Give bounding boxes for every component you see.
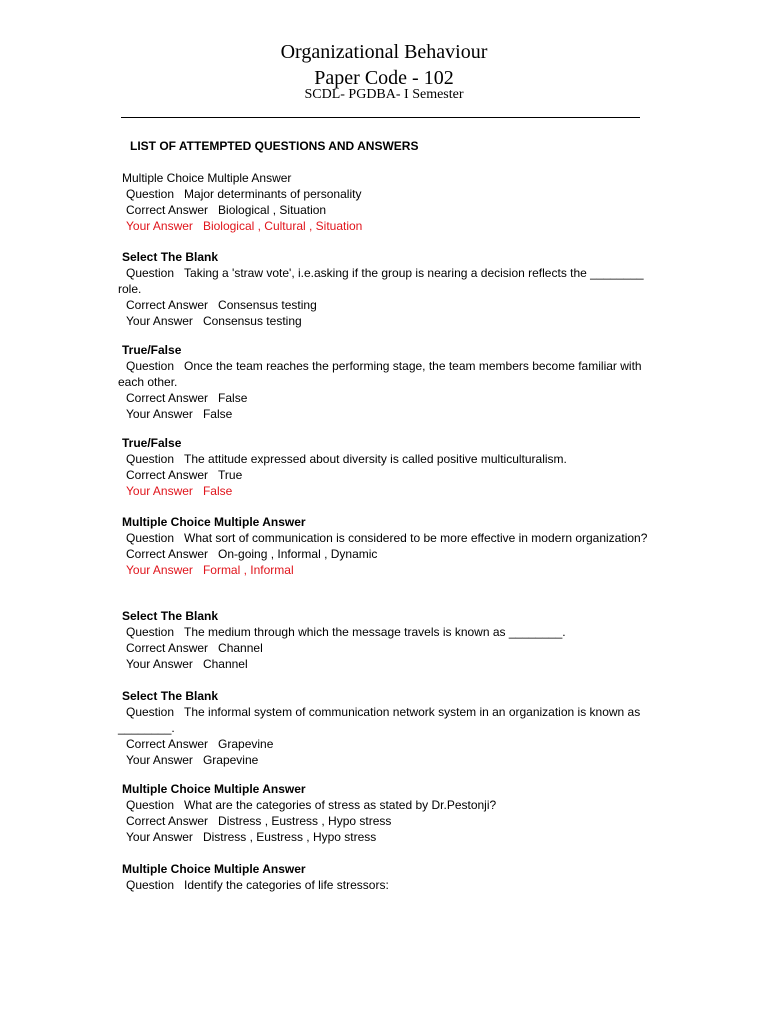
question-text: Question Taking a 'straw vote', i.e.asking if the group is nearing a decision reflects the ________ role. [118,266,644,296]
question-label: Question [126,798,175,812]
question-label: Question [126,531,175,545]
your-answer-label: Your Answer [126,563,193,577]
question-type: Multiple Choice Multiple Answer [122,782,306,796]
question-type: Select The Blank [122,609,219,623]
paper-code: Paper Code - 102 [314,67,454,89]
correct-answer: Correct Answer Grapevine [126,736,274,751]
question-block [118,171,653,235]
your-answer-incorrect: Your Answer False [126,484,233,498]
question-block [118,343,653,422]
question-type: Select The Blank [122,689,219,703]
document-title: Organizational Behaviour [280,41,488,63]
question-text: Question Identify the categories of life stressors: [126,878,389,892]
question-block [118,609,653,673]
correct-answer-label: Correct Answer [126,297,209,312]
your-answer-incorrect: Your Answer Formal , Informal [126,563,294,577]
correct-answer: Correct Answer Channel [126,641,263,655]
correct-answer: Correct Answer Consensus testing [126,297,317,312]
your-answer-label: Your Answer [126,830,193,844]
your-answer-label: Your Answer [126,219,193,233]
question-type: Multiple Choice Multiple Answer [122,515,306,529]
question-text: Question The attitude expressed about diversity is called positive multiculturalism. [126,452,567,466]
question-block [118,436,653,500]
your-answer-label: Your Answer [126,752,193,767]
list-heading: LIST OF ATTEMPTED QUESTIONS AND ANSWERS [130,139,419,153]
your-answer: Your Answer Distress , Eustress , Hypo stress [126,830,377,844]
your-answer-label: Your Answer [126,484,193,498]
question-block [118,862,653,894]
question-type: Multiple Choice Multiple Answer [122,862,306,876]
question-label: Question [126,625,175,639]
your-answer: Your Answer Grapevine [126,752,259,767]
correct-answer-label: Correct Answer [126,547,209,561]
question-type: Select The Blank [122,250,219,264]
question-label: Question [126,878,175,892]
correct-answer-label: Correct Answer [126,641,209,655]
question-block [118,250,653,329]
correct-answer-label: Correct Answer [126,390,209,405]
question-text: Question What are the categories of stress as stated by Dr.Pestonji? [126,798,497,812]
question-type: Multiple Choice Multiple Answer [122,171,292,185]
question-text: Question Once the team reaches the performing stage, the team members become familiar with each other. [118,359,642,389]
question-label: Question [126,359,175,373]
question-block [118,515,653,579]
question-block [118,689,653,768]
correct-answer: Correct Answer Distress , Eustress , Hypo stress [126,814,392,828]
correct-answer-label: Correct Answer [126,468,209,482]
question-type: True/False [122,343,182,357]
correct-answer-label: Correct Answer [126,814,209,828]
program-semester: SCDL- PGDBA- I Semester [304,87,464,102]
your-answer-label: Your Answer [126,657,193,671]
correct-answer: Correct Answer Biological , Situation [126,203,327,217]
correct-answer: Correct Answer False [126,390,248,405]
your-answer: Your Answer Consensus testing [126,313,302,328]
question-label: Question [126,187,175,201]
your-answer-incorrect: Your Answer Biological , Cultural , Situation [126,219,363,233]
your-answer-label: Your Answer [126,313,193,328]
question-text: Question What sort of communication is considered to be more effective in modern organization? [126,531,648,545]
your-answer-label: Your Answer [126,406,193,421]
correct-answer-label: Correct Answer [126,736,209,751]
question-text: Question Major determinants of personality [126,187,362,201]
your-answer: Your Answer False [126,406,233,421]
question-label: Question [126,705,175,719]
correct-answer: Correct Answer True [126,468,243,482]
question-label: Question [126,266,175,280]
correct-answer: Correct Answer On-going , Informal , Dynamic [126,547,378,561]
question-type: True/False [122,436,182,450]
question-text: Question The medium through which the message travels is known as ________. [126,625,566,639]
correct-answer-label: Correct Answer [126,203,209,217]
question-block [118,782,653,846]
question-text: Question The informal system of communication network system in an organization is known as ________. [118,705,641,735]
question-label: Question [126,452,175,466]
header-divider [121,117,640,118]
your-answer: Your Answer Channel [126,657,248,671]
